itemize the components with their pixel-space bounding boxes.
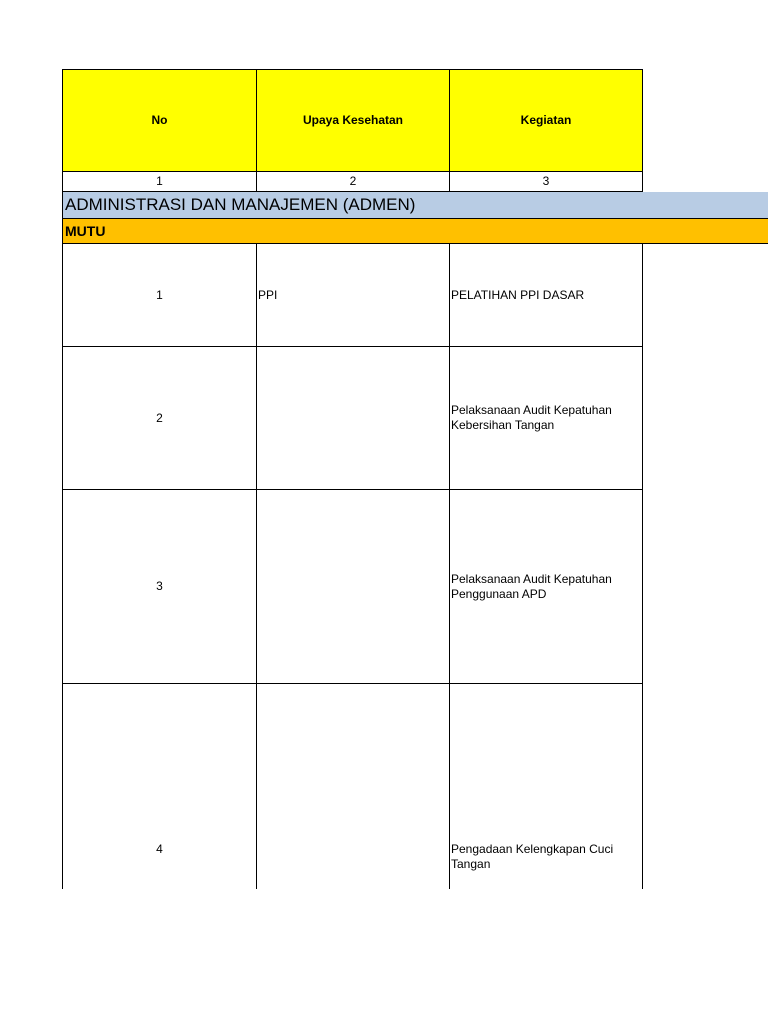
header-no: No xyxy=(62,69,256,172)
row-kegiatan: Pelaksanaan Audit Kepatuhan Kebersihan Tangan xyxy=(449,347,643,490)
row-kegiatan: Pengadaan Kelengkapan Cuci Tangan xyxy=(449,684,643,889)
row-upaya xyxy=(256,490,449,684)
header-row xyxy=(62,69,768,172)
row-upaya xyxy=(256,347,449,490)
header-kegiatan: Kegiatan xyxy=(449,69,643,172)
table-row xyxy=(62,490,768,684)
table-row xyxy=(62,684,768,889)
section-title: ADMINISTRASI DAN MANAJEMEN (ADMEN) xyxy=(62,192,768,219)
activity-table xyxy=(62,69,768,889)
row-no: 4 xyxy=(62,684,256,889)
column-number-row xyxy=(62,172,768,192)
row-no: 1 xyxy=(62,244,256,347)
row-upaya: PPI xyxy=(256,244,449,347)
row-no: 2 xyxy=(62,347,256,490)
row-no: 3 xyxy=(62,490,256,684)
table-row xyxy=(62,244,768,347)
column-number-1: 1 xyxy=(62,172,256,192)
header-upaya-kesehatan: Upaya Kesehatan xyxy=(256,69,449,172)
row-upaya xyxy=(256,684,449,889)
table-row xyxy=(62,347,768,490)
row-kegiatan: PELATIHAN PPI DASAR xyxy=(449,244,643,347)
column-number-3: 3 xyxy=(449,172,643,192)
column-number-2: 2 xyxy=(256,172,449,192)
row-kegiatan: Pelaksanaan Audit Kepatuhan Penggunaan APD xyxy=(449,490,643,684)
subsection-title: MUTU xyxy=(62,219,768,244)
